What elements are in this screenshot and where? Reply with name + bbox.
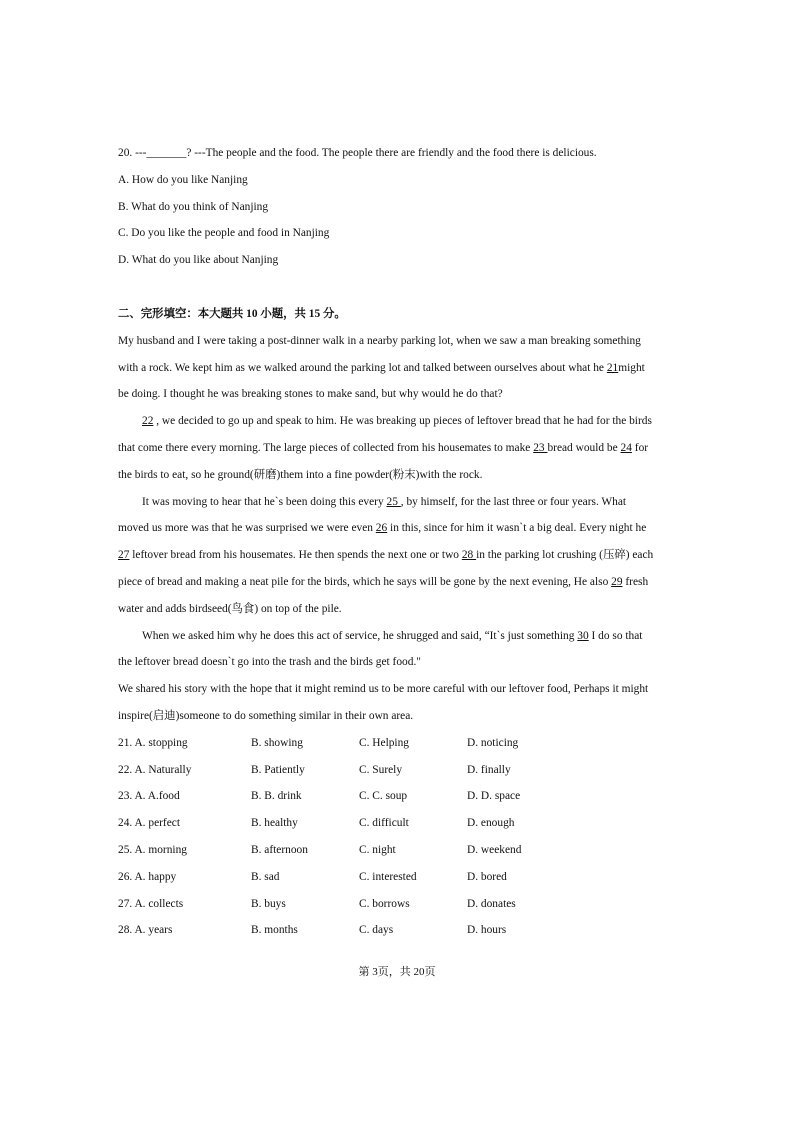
passage-text: It was moving to hear that he`s been doing this every xyxy=(142,495,387,508)
passage-text: When we asked him why he does this act of service, he shrugged and said, “It`s just something xyxy=(142,629,578,642)
passage-line xyxy=(118,515,683,542)
option: 26. A. happy xyxy=(118,870,177,883)
blank-28: 28 xyxy=(461,549,477,562)
question-20-stem: 20. ---_______? ---The people and the food. The people there are friendly and the food there is delicious. xyxy=(118,147,597,159)
passage-text: in the parking lot crushing (压碎) each xyxy=(476,549,654,562)
blank-25: 25 xyxy=(386,495,401,508)
option: C. borrows xyxy=(359,897,410,910)
passage-text: for xyxy=(631,441,649,454)
option: 28. A. years xyxy=(118,924,173,937)
blank-27: 27 xyxy=(118,549,130,562)
passage-line: inspire(启迪)someone to do something similar in their own area. xyxy=(118,709,414,722)
question-20-option-d: D. What do you like about Nanjing xyxy=(118,254,279,267)
option: D. bored xyxy=(467,870,507,883)
passage-text: with a rock. We kept him as we walked around the parking lot and talked between ourselves about what he xyxy=(118,361,607,374)
passage-line: the leftover bread doesn`t go into the trash and the birds get food." xyxy=(118,656,421,669)
section-title: 二、完形填空：本大题共 10 小题，共 15 分。 xyxy=(118,307,346,320)
passage-line xyxy=(118,569,683,596)
option: 25. A. morning xyxy=(118,843,187,856)
passage-line: My husband and I were taking a post-dinner walk in a nearby parking lot, when we saw a man breaking something xyxy=(118,334,641,347)
passage-line: be doing. I thought he was breaking stones to make sand, but why would he do that? xyxy=(118,388,503,401)
option: B. afternoon xyxy=(251,843,308,856)
option: C. night xyxy=(359,843,396,856)
option: C. Surely xyxy=(359,763,403,776)
answer-row xyxy=(118,730,683,757)
page-footer: 第 3页，共 20页 xyxy=(358,966,436,978)
passage-text: in this, since for him it wasn`t a big deal. Every night he xyxy=(387,522,647,535)
passage-text: might xyxy=(618,361,645,374)
passage-line xyxy=(118,489,683,516)
blank-23: 23 xyxy=(533,441,548,454)
answer-row xyxy=(118,891,683,918)
blank-21: 21 xyxy=(606,361,619,374)
blank-29: 29 xyxy=(611,575,623,588)
blank-22: 22 xyxy=(142,415,154,428)
option: 21. A. stopping xyxy=(118,736,188,749)
option: C. days xyxy=(359,924,394,937)
passage-text: , we decided to go up and speak to him. He was breaking up pieces of leftover bread that he had for the birds xyxy=(153,415,652,428)
option: D. noticing xyxy=(467,736,519,749)
answer-row xyxy=(118,810,683,837)
option: B. months xyxy=(251,924,298,937)
passage-line xyxy=(118,355,683,382)
answer-row xyxy=(118,837,683,864)
option: 23. A. A.food xyxy=(118,790,180,803)
passage-text: that come there every morning. The large pieces of collected from his housemates to make xyxy=(118,441,534,454)
passage-text: fresh xyxy=(622,575,649,588)
question-20-option-b: B. What do you think of Nanjing xyxy=(118,200,269,213)
option: B. Patiently xyxy=(251,763,305,776)
answer-row xyxy=(118,864,683,891)
passage-text: I do so that xyxy=(588,629,643,642)
passage-text: bread would be xyxy=(547,441,621,454)
blank-30: 30 xyxy=(577,629,589,642)
answer-row xyxy=(118,917,683,944)
question-20-option-c: C. Do you like the people and food in Nanjing xyxy=(118,227,330,240)
option: D. D. space xyxy=(467,790,521,803)
option: B. sad xyxy=(251,870,280,883)
question-20-option-a: A. How do you like Nanjing xyxy=(118,173,248,186)
option: D. donates xyxy=(467,897,516,910)
passage-line: water and adds birdseed(鸟食) on top of the pile. xyxy=(118,602,342,615)
exam-page xyxy=(118,140,683,944)
passage-line xyxy=(118,623,683,650)
passage-line xyxy=(118,408,683,435)
blank-26: 26 xyxy=(375,522,388,535)
passage-text: moved us more was that he was surprised we were even xyxy=(118,522,376,535)
option: 24. A. perfect xyxy=(118,817,180,830)
passage-text: leftover bread from his housemates. He then spends the next one or two xyxy=(129,549,462,562)
blank-24: 24 xyxy=(620,441,632,454)
option: 22. A. Naturally xyxy=(118,763,192,776)
passage-text: piece of bread and making a neat pile for the birds, which he says will be gone by the next evening, He also xyxy=(118,575,612,588)
option: D. weekend xyxy=(467,843,522,856)
option: D. enough xyxy=(467,817,515,830)
option: C. difficult xyxy=(359,817,409,830)
passage-line xyxy=(118,435,683,462)
option: 27. A. collects xyxy=(118,897,184,910)
option: D. hours xyxy=(467,924,507,937)
option: C. Helping xyxy=(359,736,409,749)
answer-row xyxy=(118,783,683,810)
option: D. finally xyxy=(467,763,511,776)
passage-line: We shared his story with the hope that it might remind us to be more careful with our leftover food, Perhaps it might xyxy=(118,683,649,696)
passage-text: , by himself, for the last three or four years. What xyxy=(400,495,627,508)
spacer xyxy=(118,274,683,301)
option: B. buys xyxy=(251,897,286,910)
option: C. C. soup xyxy=(359,790,408,803)
option: B. healthy xyxy=(251,817,298,830)
passage-line xyxy=(118,542,683,569)
answer-options xyxy=(118,730,683,944)
passage-line: the birds to eat, so he ground(研磨)them into a fine powder(粉末)with the rock. xyxy=(118,468,483,481)
option: B. B. drink xyxy=(251,790,302,803)
option: B. showing xyxy=(251,736,303,749)
answer-row xyxy=(118,757,683,784)
option: C. interested xyxy=(359,870,417,883)
